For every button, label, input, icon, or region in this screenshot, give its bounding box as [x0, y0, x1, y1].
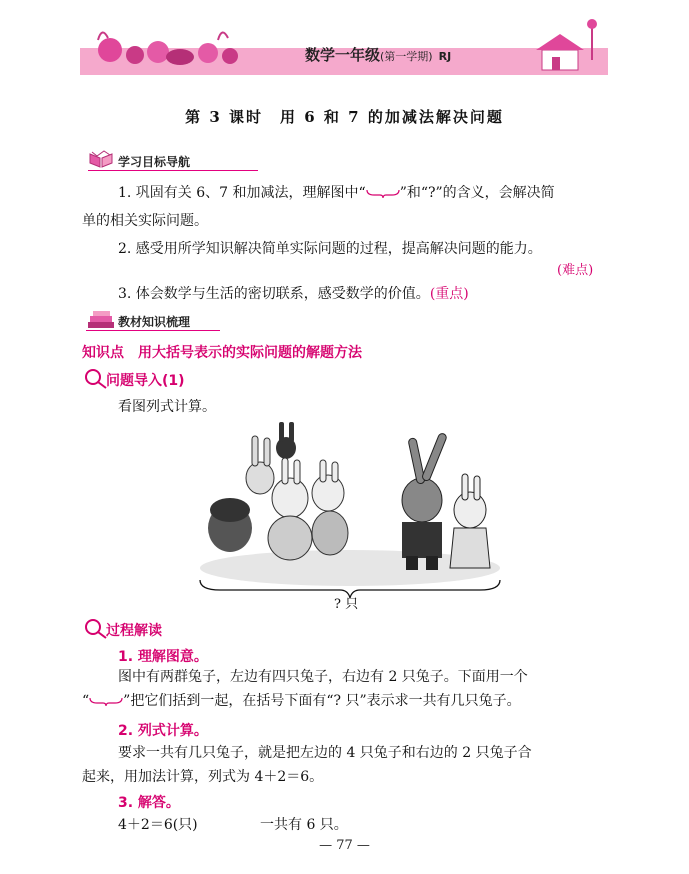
brace-symbol-icon: [366, 188, 400, 198]
magnifier-icon: [84, 618, 108, 640]
brace-label: ? 只: [334, 597, 359, 612]
process-heading: 过程解读: [106, 623, 162, 639]
step-1: 1. 理解图意。: [118, 649, 208, 665]
goal-1: 1. 巩固有关 6、7 和加减法，理解图中“ ”和“?”的含义，会解决简: [118, 185, 555, 201]
answer-equation: 4＋2＝6(只): [118, 817, 198, 833]
book-icon: [88, 150, 114, 168]
knowledge-point: 知识点 用大括号表示的实际问题的解题方法: [82, 345, 362, 361]
brace-symbol-icon: [89, 696, 123, 706]
goal-3: 3. 体会数学与生活的密切联系，感受数学的价值。(重点): [118, 286, 469, 302]
answer-text: 一共有 6 只。: [260, 817, 348, 833]
step-2: 2. 列式计算。: [118, 723, 208, 739]
goals-heading: 学习目标导航: [118, 155, 191, 169]
knowledge-heading: 教材知识梳理: [118, 315, 191, 329]
goals-divider: [88, 170, 258, 171]
goal-2-tag: (难点): [557, 263, 594, 278]
lesson-title: 第 3 课时 用 6 和 7 的加减法解决问题: [185, 108, 504, 126]
goal-3-tag: (重点): [429, 286, 469, 302]
step-1-text-b: “ ”把它们括到一起，在括号下面有“? 只”表示求一共有几只兔子。: [82, 693, 521, 709]
page-header: [80, 10, 608, 75]
goal-2: 2. 感受用所学知识解决简单实际问题的过程，提高解决问题的能力。: [118, 241, 542, 257]
step-1-text-a: 图中有两群兔子，左边有四只兔子，右边有 2 只兔子。下面用一个: [118, 669, 528, 685]
header-subtitle: (第一学期): [380, 50, 433, 63]
stacked-books-icon: [86, 310, 116, 330]
step-3: 3. 解答。: [118, 795, 180, 811]
step-2-text-b: 起来，用加法计算，列式为 4＋2＝6。: [82, 769, 324, 785]
header-edition: RJ: [438, 50, 452, 63]
intro-heading: 问题导入(1): [106, 373, 185, 389]
intro-prompt: 看图列式计算。: [118, 399, 216, 415]
rabbits-illustration: [190, 418, 510, 608]
header-title: 数学一年级(第一学期) RJ: [305, 46, 452, 64]
magnifier-icon: [84, 368, 108, 390]
step-2-text-a: 要求一共有几只兔子，就是把左边的 4 只兔子和右边的 2 只兔子合: [118, 745, 532, 761]
header-decoration: [80, 10, 608, 75]
knowledge-divider: [86, 330, 220, 331]
page-number: — 77 —: [319, 838, 370, 853]
goal-1-cont: 单的相关实际问题。: [82, 213, 208, 229]
